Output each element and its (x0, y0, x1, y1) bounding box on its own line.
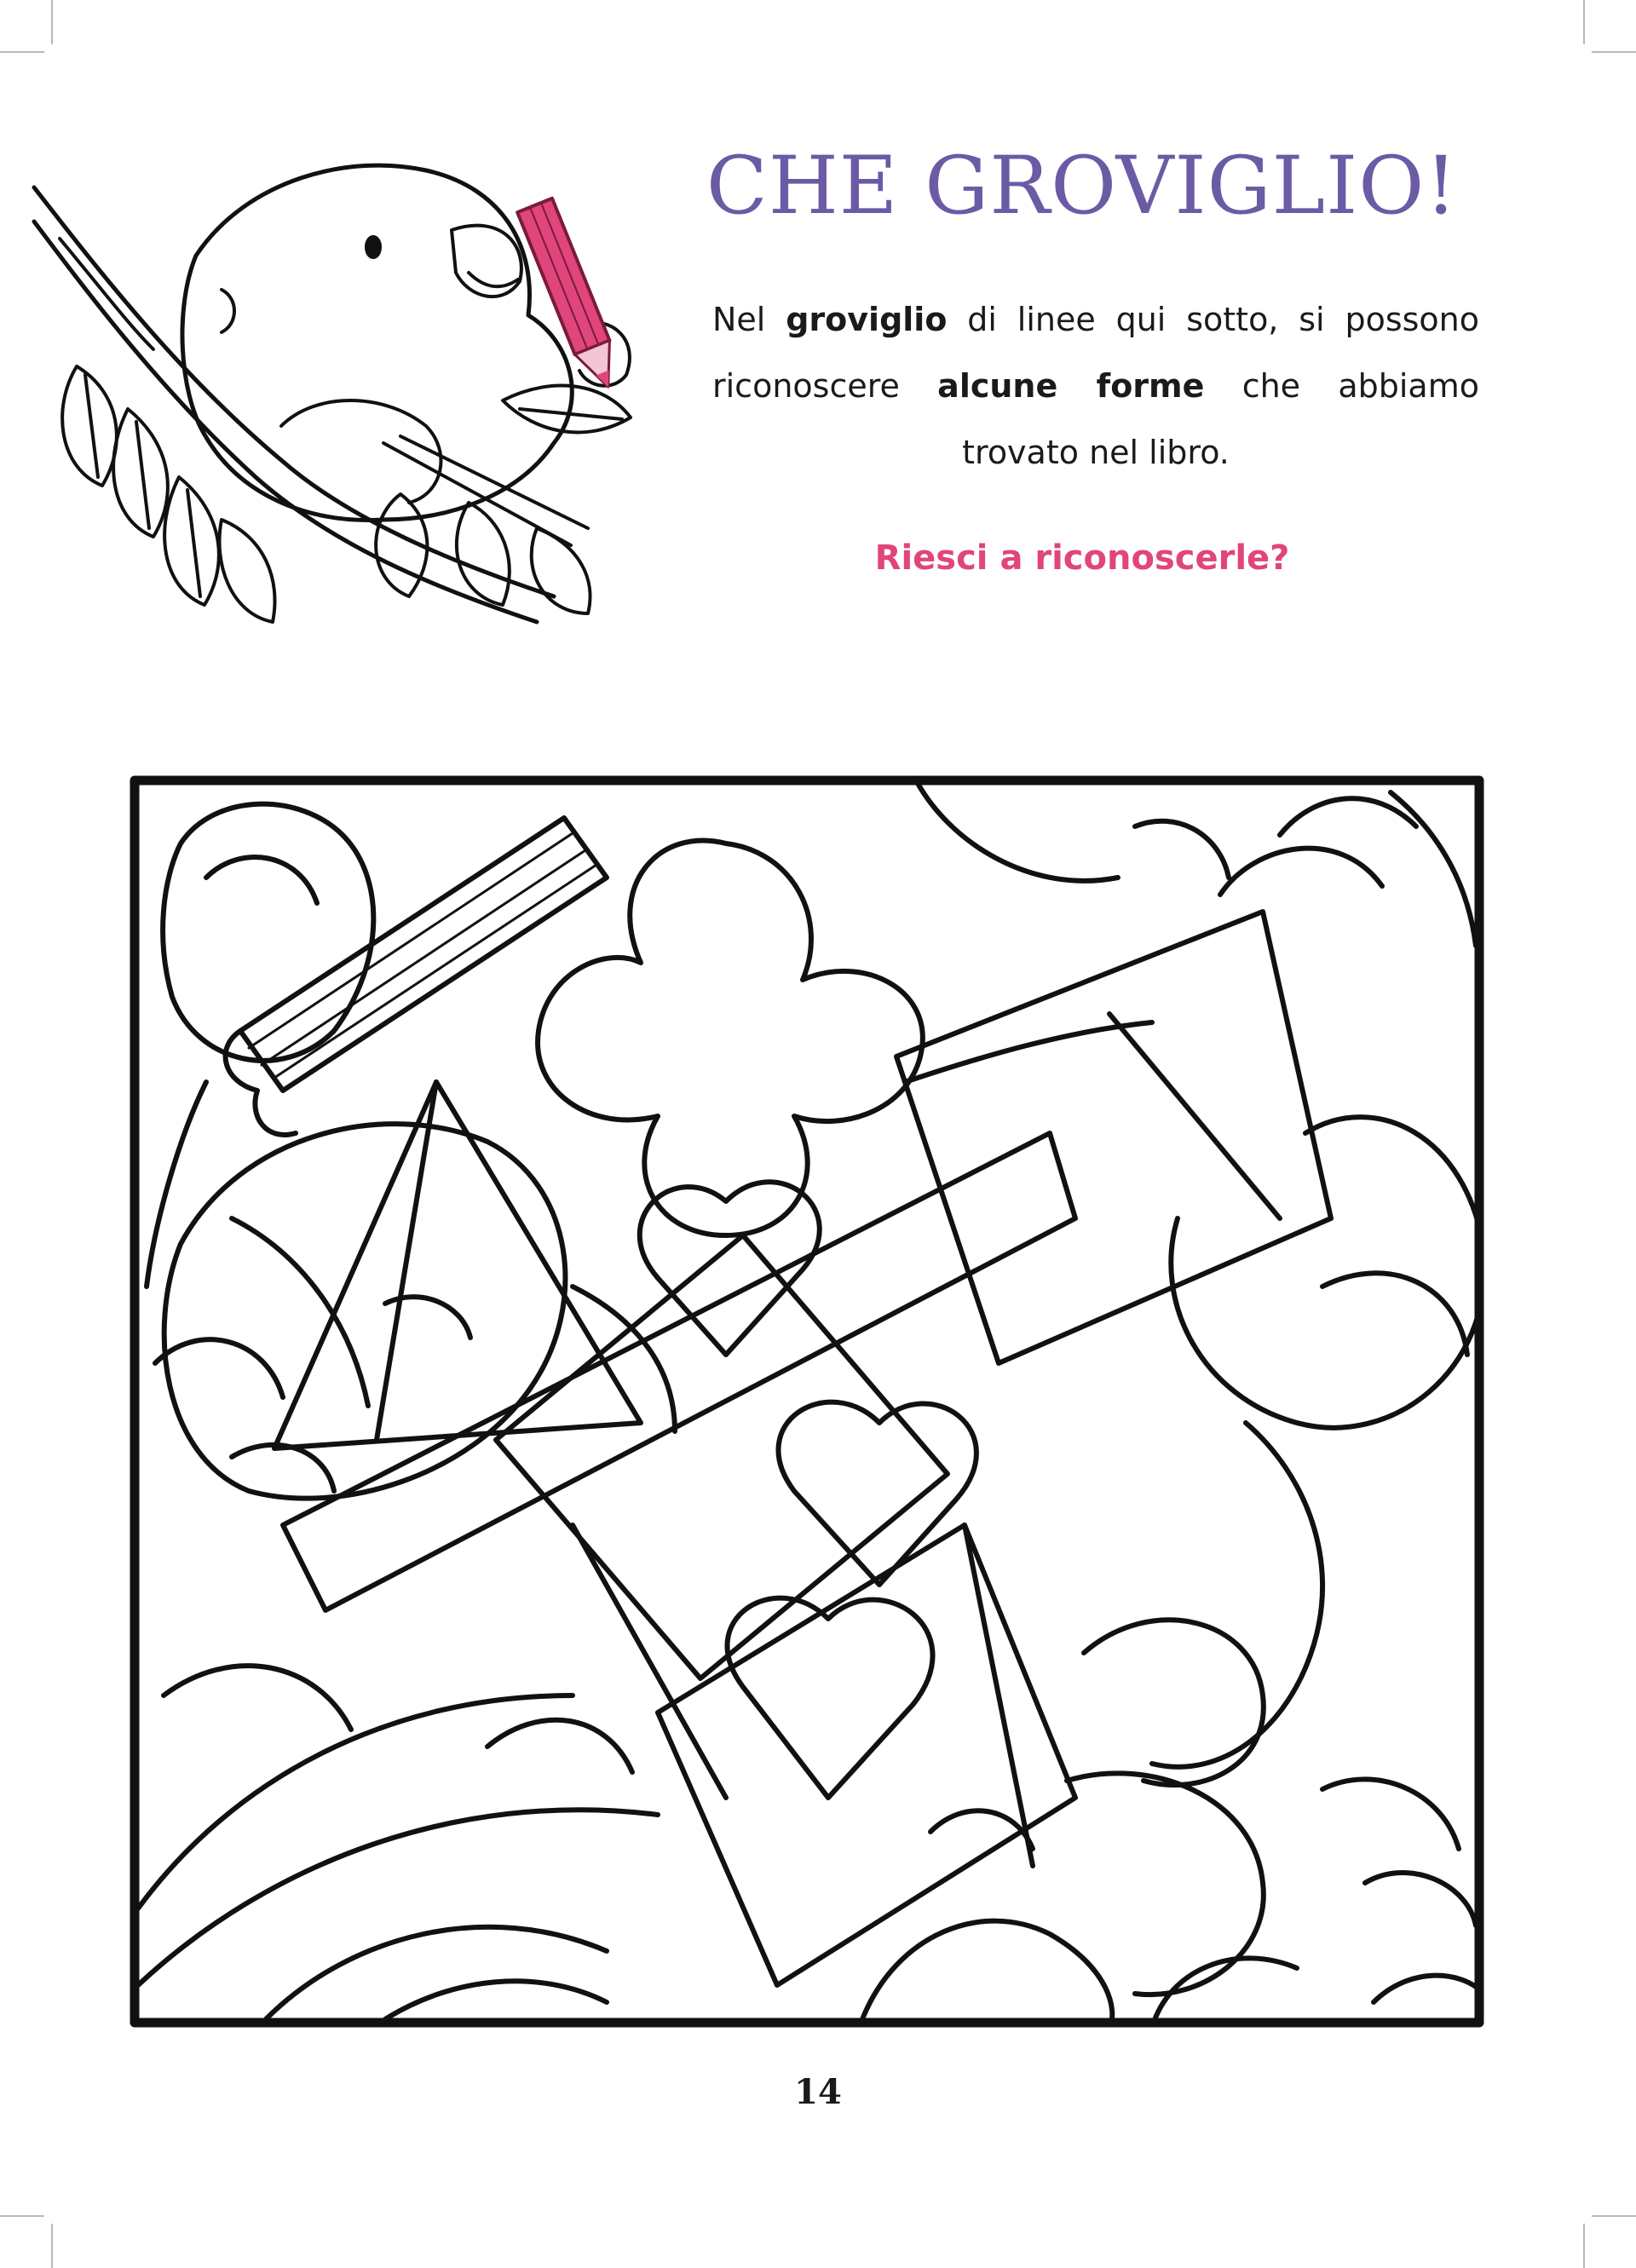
intro-text: Nel (712, 301, 786, 338)
crop-mark (0, 51, 44, 53)
crop-mark (1583, 2224, 1585, 2268)
crop-mark (1592, 2215, 1636, 2217)
crop-mark (1583, 0, 1585, 44)
crop-mark (51, 0, 53, 44)
page-number: 14 (794, 2072, 842, 2112)
crop-mark (51, 2224, 53, 2268)
tangle-puzzle (130, 775, 1484, 2028)
intro-text: che abbiamo trovato nel libro. (962, 367, 1479, 471)
intro-text: di linee qui sotto, si possono riconoscere (712, 301, 1479, 405)
crop-mark (0, 2215, 44, 2217)
intro-bold-groviglio: groviglio (786, 301, 948, 338)
page-title: CHE GROVIGLIO! (706, 140, 1459, 233)
intro-paragraph (712, 286, 1479, 486)
bird-illustration (26, 119, 673, 682)
intro-bold-forme: alcune forme (937, 367, 1205, 405)
question-text: Riesci a riconoscerle? (874, 538, 1290, 578)
crop-mark (1592, 51, 1636, 53)
